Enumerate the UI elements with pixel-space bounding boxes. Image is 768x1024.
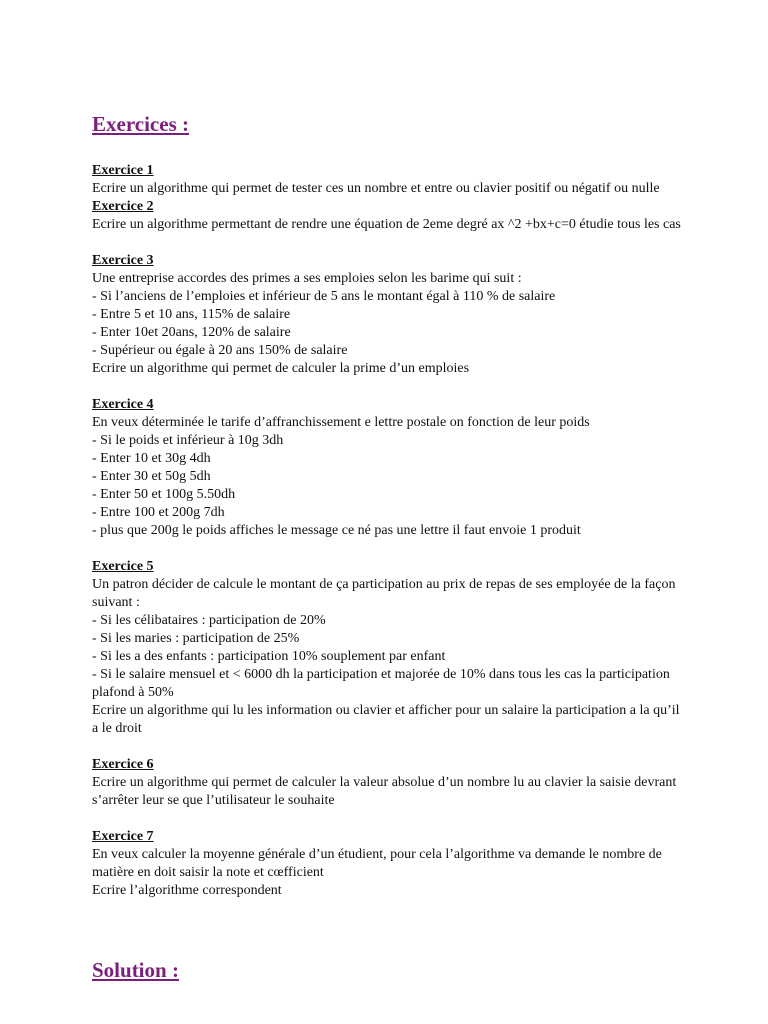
exercise-line: Une entreprise accordes des primes a ses emploies selon les barime qui suit :: [92, 271, 522, 286]
exercise-line: Ecrire un algorithme permettant de rendre une équation de 2eme degré ax ^2 +bx+c=0 étudie tous les cas: [92, 217, 681, 232]
exercise-line: Ecrire un algorithme qui permet de calculer la valeur absolue d’un nombre lu au clavier la saisie devrant s’arrêter leur se que l’utilisateur le souhaite: [92, 775, 677, 808]
exercise-line: - Si les a des enfants : participation 10% souplement par enfant: [92, 649, 446, 664]
exercise-title: Exercice 4: [92, 397, 154, 412]
exercise-title: Exercice 3: [92, 253, 154, 268]
exercise-line: - Supérieur ou égale à 20 ans 150% de salaire: [92, 343, 348, 358]
exercise-line: Un patron décider de calcule le montant de ça participation au prix de repas de ses employée de la façon suivant :: [92, 577, 676, 610]
exercise-3: [92, 252, 682, 378]
exercise-title: Exercice 5: [92, 559, 154, 574]
exercise-line: - plus que 200g le poids affiches le message ce né pas une lettre il faut envoie 1 produit: [92, 523, 581, 538]
exercise-2: [92, 198, 682, 234]
exercise-title: Exercice 6: [92, 757, 154, 772]
exercise-title: Exercice 2: [92, 199, 154, 214]
exercise-5: [92, 558, 682, 738]
exercise-line: - Enter 10et 20ans, 120% de salaire: [92, 325, 291, 340]
exercise-line: - Enter 30 et 50g 5dh: [92, 469, 211, 484]
exercise-line: - Si les célibataires : participation de 20%: [92, 613, 326, 628]
exercise-line: - Entre 5 et 10 ans, 115% de salaire: [92, 307, 291, 322]
exercise-line: - Si le poids et inférieur à 10g 3dh: [92, 433, 284, 448]
exercise-line: - Enter 10 et 30g 4dh: [92, 451, 211, 466]
exercise-line: - Si l’anciens de l’emploies et inférieur de 5 ans le montant égal à 110 % de salaire: [92, 289, 556, 304]
exercise-line: - Si les maries : participation de 25%: [92, 631, 300, 646]
exercise-title: Exercice 1: [92, 163, 154, 178]
exercise-list: [92, 162, 682, 900]
exercices-heading: Exercices :: [92, 112, 189, 136]
exercise-line: Ecrire un algorithme qui permet de calculer la prime d’un emploies: [92, 361, 470, 376]
solution-heading: Solution :: [92, 958, 179, 982]
exercise-line: En veux déterminée le tarife d’affranchissement e lettre postale on fonction de leur poids: [92, 415, 590, 430]
exercise-line: - Entre 100 et 200g 7dh: [92, 505, 225, 520]
exercise-1: [92, 162, 682, 198]
exercise-7: [92, 828, 682, 900]
exercise-line: Ecrire un algorithme qui lu les information ou clavier et afficher pour un salaire la participation a la qu’il a le droit: [92, 703, 680, 736]
exercise-line: Ecrire un algorithme qui permet de tester ces un nombre et entre ou clavier positif ou négatif ou nulle: [92, 181, 660, 196]
exercise-line: Ecrire l’algorithme correspondent: [92, 883, 282, 898]
exercise-line: En veux calculer la moyenne générale d’un étudient, pour cela l’algorithme va demande le nombre de matière en doit saisir la note et cœfficient: [92, 847, 662, 880]
exercise-6: [92, 756, 682, 810]
exercise-line: - Si le salaire mensuel et < 6000 dh la participation et majorée de 10% dans tous les cas la participation plafond à 50%: [92, 667, 670, 700]
exercise-line: - Enter 50 et 100g 5.50dh: [92, 487, 236, 502]
exercise-title: Exercice 7: [92, 829, 154, 844]
exercise-4: [92, 396, 682, 540]
